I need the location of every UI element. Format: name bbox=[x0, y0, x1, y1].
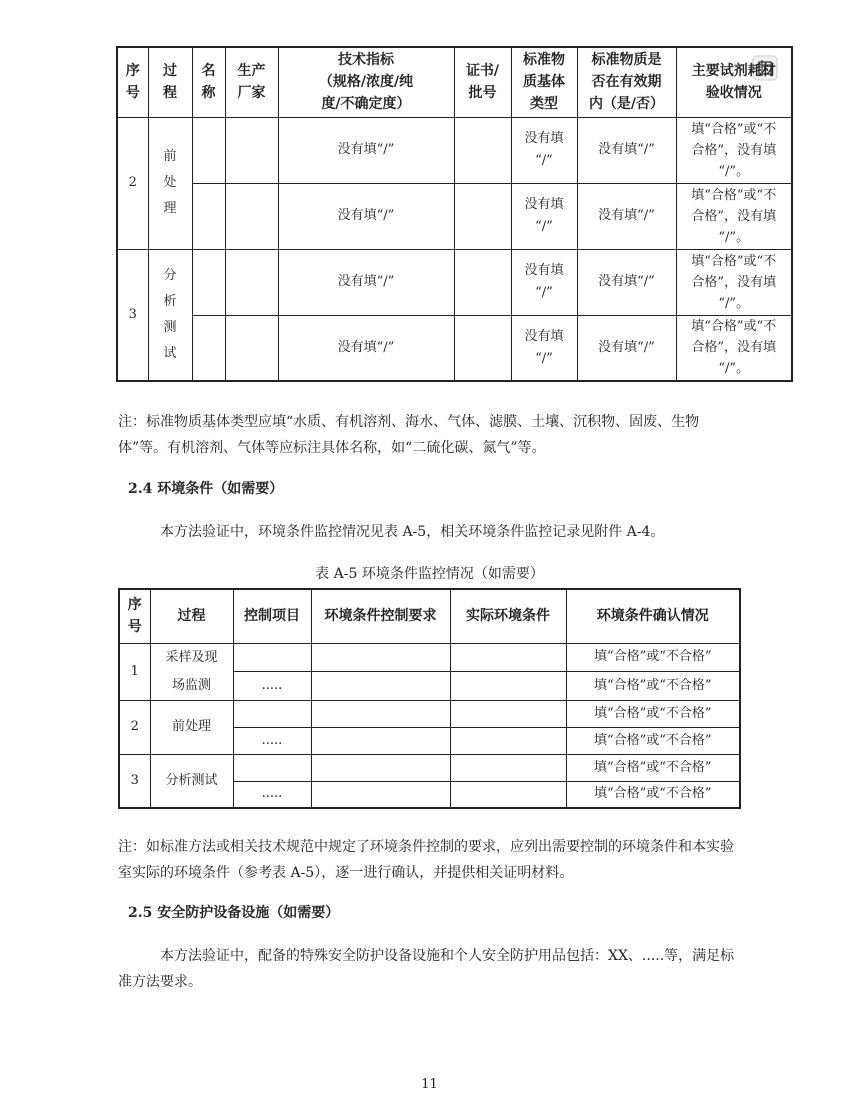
cell-valid: 没有填“/” bbox=[577, 117, 676, 183]
header-actual: 实际环境条件 bbox=[450, 589, 566, 643]
cell-cert bbox=[454, 249, 511, 315]
cell-tech: 没有填“/” bbox=[278, 249, 454, 315]
cell-confirm: 填“合格”或“不合格” bbox=[566, 781, 740, 808]
paragraph-2-4: 本方法验证中，环境条件监控情况见表 A-5，相关环境条件监控记录见附件 A-4。 bbox=[160, 524, 665, 540]
section-heading-2-4: 2.4 环境条件（如需要） bbox=[128, 481, 284, 497]
row-no: 2 bbox=[117, 117, 148, 249]
cell-control: ..... bbox=[233, 781, 311, 808]
cell-valid: 没有填“/” bbox=[577, 183, 676, 249]
cell-confirm: 填“合格”或“不合格” bbox=[566, 672, 740, 701]
cell-actual bbox=[450, 727, 566, 754]
cell-accept: 填“合格”或“不 合格”，没有填 “/”。 bbox=[676, 117, 792, 183]
row-no: 1 bbox=[119, 643, 150, 700]
cell-control: ..... bbox=[233, 727, 311, 754]
cell-tech: 没有填“/” bbox=[278, 117, 454, 183]
cell-matrix: 没有填 “/” bbox=[511, 315, 577, 381]
row-no: 3 bbox=[119, 754, 150, 808]
cell-manufacturer bbox=[225, 315, 278, 381]
cell-control: ..... bbox=[233, 672, 311, 701]
cell-name bbox=[192, 249, 225, 315]
cell-valid: 没有填“/” bbox=[577, 315, 676, 381]
note-environment: 注：如标准方法或相关技术规范中规定了环境条件控制的要求，应列出需要控制的环境条件和本实验室实际的环境条件（参考表 A-5），逐一进行确认，并提供相关证明材料。 bbox=[118, 839, 734, 881]
cell-actual bbox=[450, 700, 566, 727]
cell-tech: 没有填“/” bbox=[278, 183, 454, 249]
cell-accept: 填“合格”或“不 合格”，没有填 “/”。 bbox=[676, 183, 792, 249]
cell-matrix: 没有填 “/” bbox=[511, 249, 577, 315]
page-number: 11 bbox=[421, 1077, 438, 1092]
header-acceptance: 主要试剂耗材 验收情况 bbox=[676, 47, 792, 117]
cell-cert bbox=[454, 183, 511, 249]
cell-confirm: 填“合格”或“不合格” bbox=[566, 727, 740, 754]
cell-confirm: 填“合格”或“不合格” bbox=[566, 643, 740, 672]
header-control-item: 控制项目 bbox=[233, 589, 311, 643]
header-no: 序 号 bbox=[117, 47, 148, 117]
cell-control bbox=[233, 754, 311, 781]
cell-cert bbox=[454, 315, 511, 381]
section-heading-2-5: 2.5 安全防护设备设施（如需要） bbox=[128, 905, 340, 921]
cell-actual bbox=[450, 781, 566, 808]
header-requirement: 环境条件控制要求 bbox=[311, 589, 450, 643]
cell-actual bbox=[450, 643, 566, 672]
header-tech-spec: 技术指标 （规格/浓度/纯 度/不确定度） bbox=[278, 47, 454, 117]
cell-requirement bbox=[311, 781, 450, 808]
cell-requirement bbox=[311, 672, 450, 701]
cell-valid: 没有填“/” bbox=[577, 249, 676, 315]
cell-actual bbox=[450, 672, 566, 701]
cell-manufacturer bbox=[225, 117, 278, 183]
cell-accept: 填“合格”或“不 合格”，没有填 “/”。 bbox=[676, 315, 792, 381]
header-name: 名 称 bbox=[192, 47, 225, 117]
table-caption-a5: 表 A-5 环境条件监控情况（如需要） bbox=[315, 566, 544, 582]
row-no: 3 bbox=[117, 249, 148, 381]
header-certificate: 证书/ 批号 bbox=[454, 47, 511, 117]
header-no: 序 号 bbox=[119, 589, 150, 643]
cell-requirement bbox=[311, 727, 450, 754]
cell-control bbox=[233, 700, 311, 727]
row-process: 采样及现 场监测 bbox=[150, 643, 233, 700]
cell-requirement bbox=[311, 643, 450, 672]
cell-manufacturer bbox=[225, 249, 278, 315]
cell-requirement bbox=[311, 754, 450, 781]
cell-tech: 没有填“/” bbox=[278, 315, 454, 381]
reagent-table bbox=[116, 46, 793, 382]
note-matrix-type: 注：标准物质基体类型应填“水质、有机溶剂、海水、气体、滤膜、土壤、沉积物、固废、生物体”等。有机溶剂、气体等应标注具体名称，如“二硫化碳、氮气”等。 bbox=[118, 414, 700, 456]
cell-name bbox=[192, 315, 225, 381]
row-process: 分析测试 bbox=[150, 754, 233, 808]
header-valid: 标准物质是 否在有效期 内（是/否） bbox=[577, 47, 676, 117]
paragraph-2-5: 本方法验证中，配备的特殊安全防护设备设施和个人安全防护用品包括：XX、.....等，满足标准方法要求。 bbox=[118, 948, 735, 990]
row-process: 前处理 bbox=[150, 700, 233, 754]
cell-name bbox=[192, 117, 225, 183]
cell-matrix: 没有填 “/” bbox=[511, 117, 577, 183]
cell-confirm: 填“合格”或“不合格” bbox=[566, 700, 740, 727]
row-process: 前 处 理 bbox=[148, 117, 192, 249]
cell-requirement bbox=[311, 700, 450, 727]
cell-control bbox=[233, 643, 311, 672]
header-confirm: 环境条件确认情况 bbox=[566, 589, 740, 643]
cell-matrix: 没有填 “/” bbox=[511, 183, 577, 249]
header-process: 过程 bbox=[150, 589, 233, 643]
environment-table bbox=[118, 588, 741, 809]
cell-confirm: 填“合格”或“不合格” bbox=[566, 754, 740, 781]
row-process: 分 析 测 试 bbox=[148, 249, 192, 381]
row-no: 2 bbox=[119, 700, 150, 754]
cell-manufacturer bbox=[225, 183, 278, 249]
cell-accept: 填“合格”或“不 合格”，没有填 “/”。 bbox=[676, 249, 792, 315]
cell-cert bbox=[454, 117, 511, 183]
header-process: 过 程 bbox=[148, 47, 192, 117]
header-manufacturer: 生产 厂家 bbox=[225, 47, 278, 117]
cell-name bbox=[192, 183, 225, 249]
header-matrix-type: 标准物 质基体 类型 bbox=[511, 47, 577, 117]
cell-actual bbox=[450, 754, 566, 781]
